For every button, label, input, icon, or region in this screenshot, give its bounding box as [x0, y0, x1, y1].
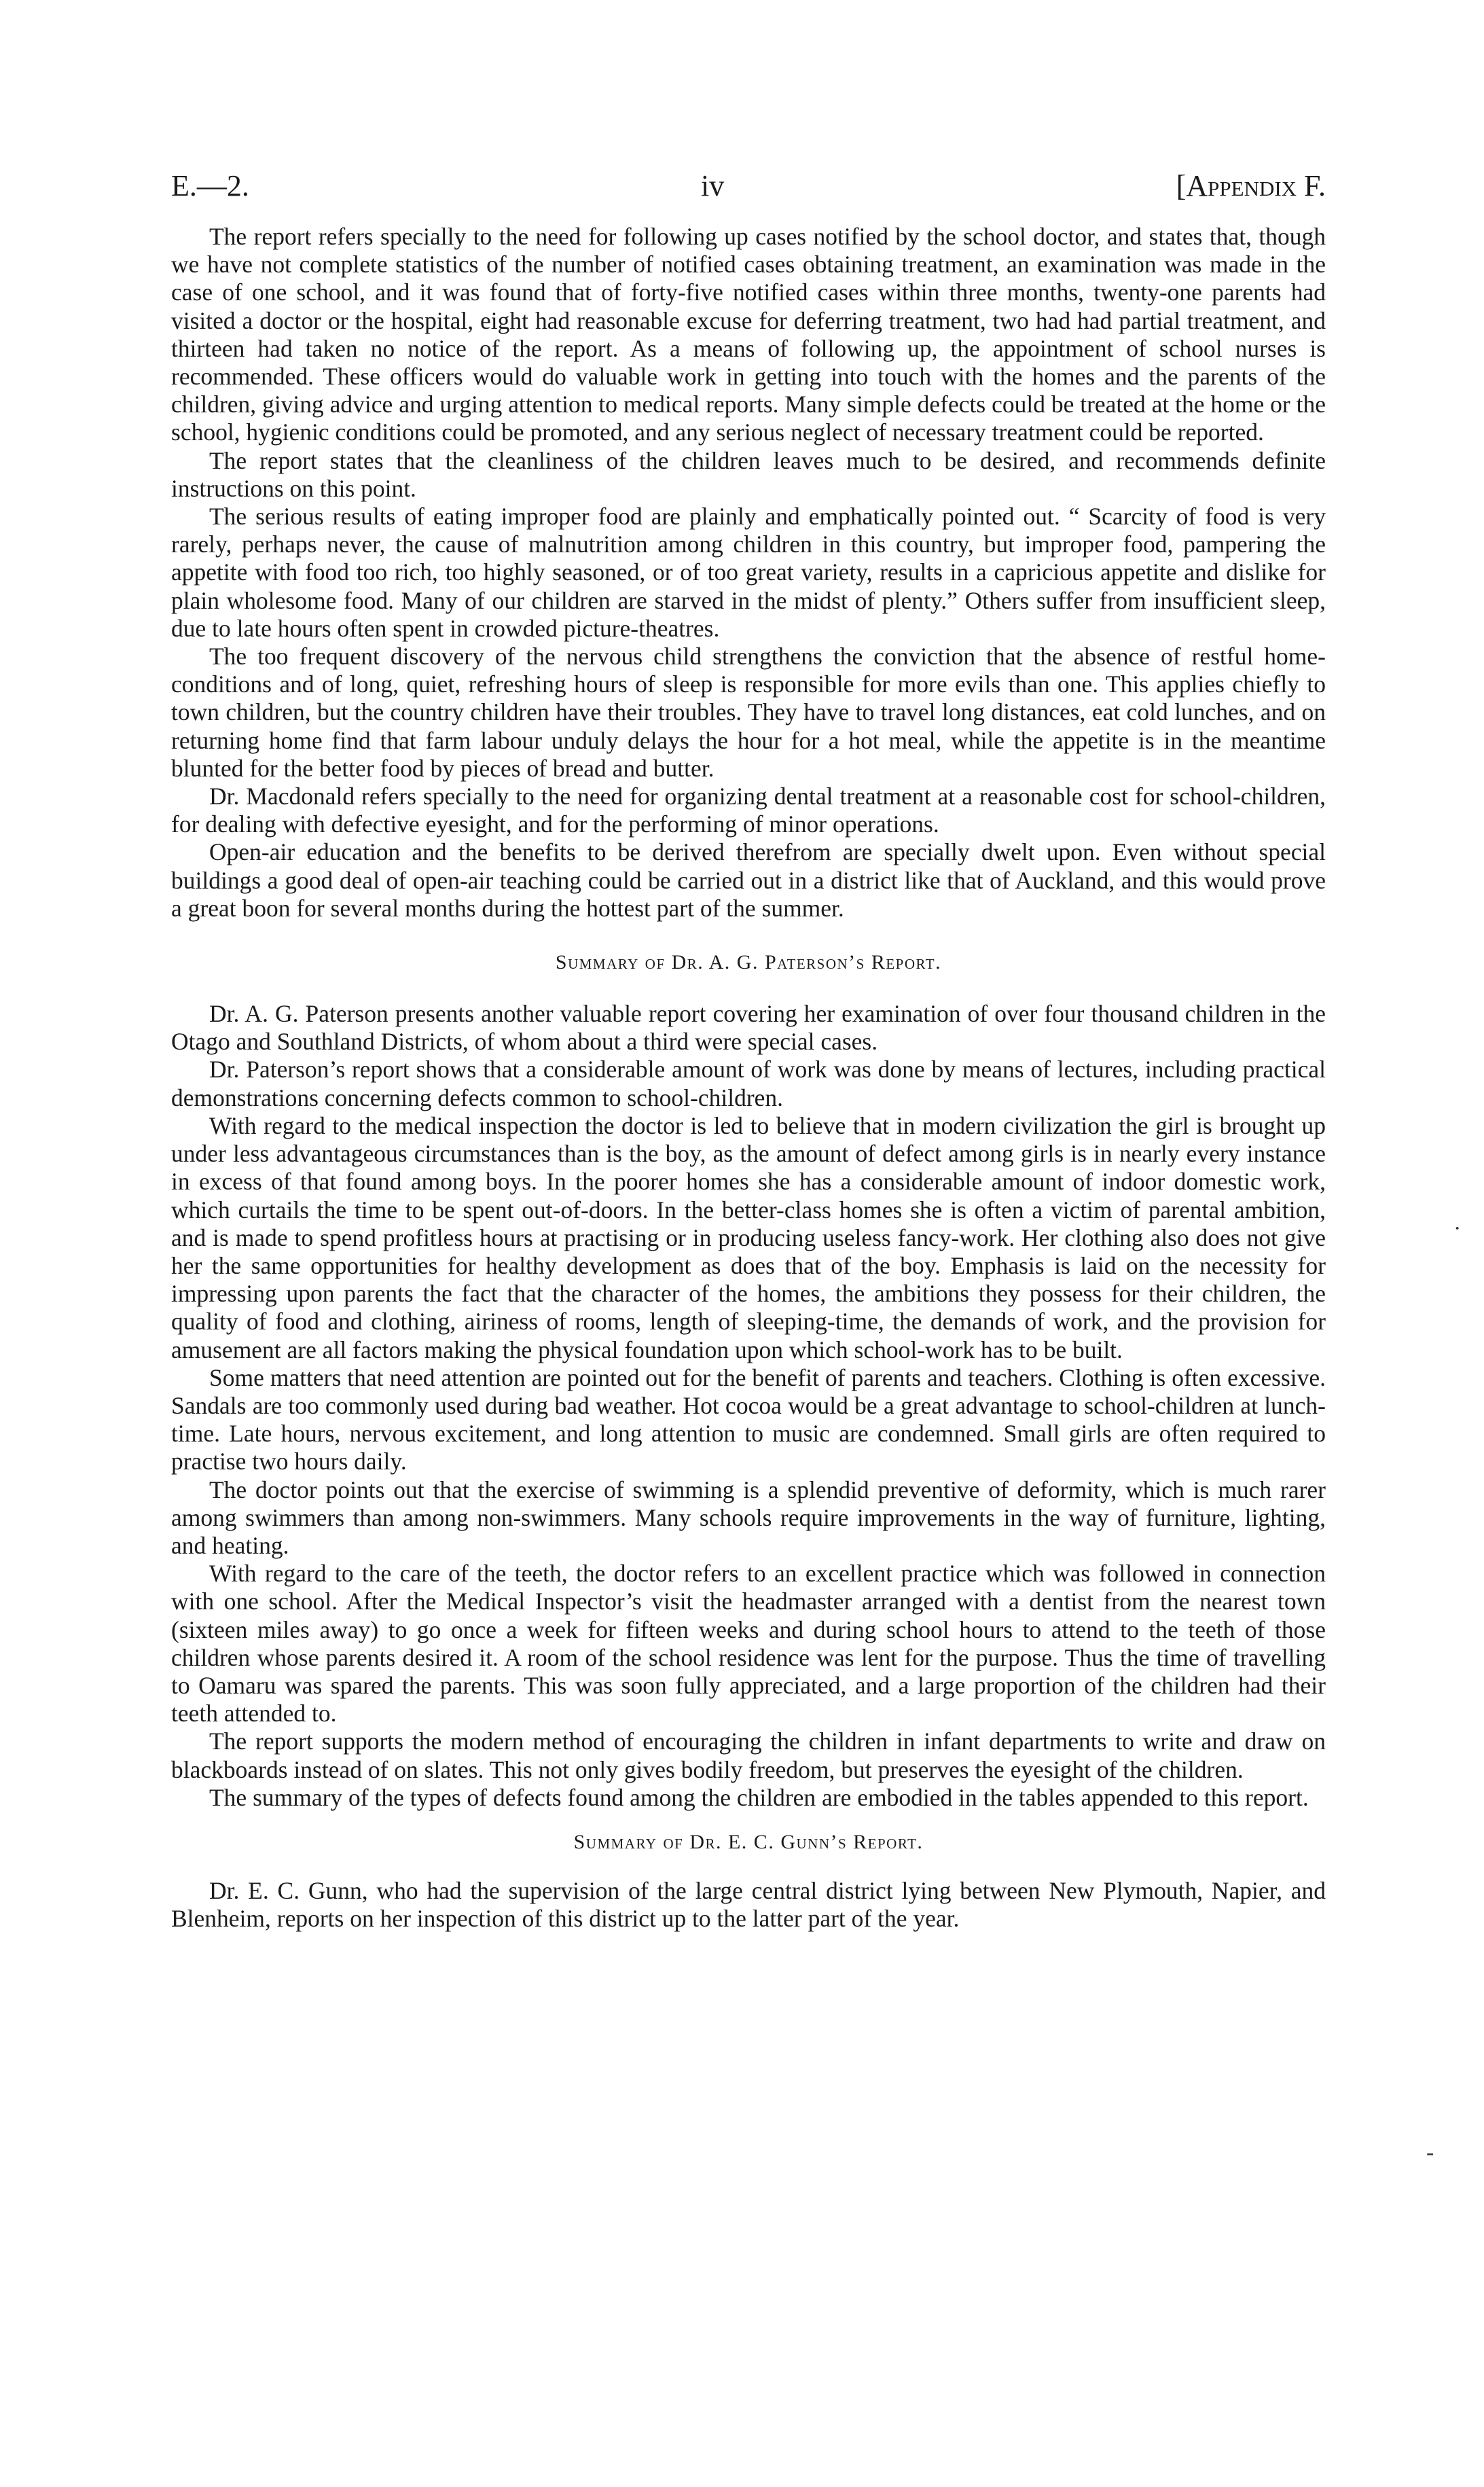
- paragraph: The summary of the types of defects found among the children are embodied in the tables appended to this report.: [209, 1783, 1309, 1811]
- paragraph: Some matters that need attention are pointed out for the benefit of parents and teachers. Clothing is often excessive. Sandals are too commonly used during bad weather. Hot cocoa would be a great advantage to school-children at lunch-time. Late hours, nervous excitement, and long attention to music are condemned. Small girls are often required to practise two hours daily.: [171, 1363, 1326, 1475]
- margin-mark: -: [1426, 2140, 1434, 2165]
- paragraph: Open-air education and the benefits to be derived therefrom are specially dwelt upon. Even without special buildings a good deal of open-air teaching could be carried out in a district like that of Auckland, and this would prove a great boon for several months during the hottest part of the summer.: [171, 838, 1326, 922]
- paragraph: The report refers specially to the need for following up cases notified by the school doctor, and states that, though we have not complete statistics of the number of notified cases obtaining treatment, an examination was made in the case of one school, and it was found that of forty-five notified cases within three months, twenty-one parents had visited a doctor or the hospital, eight had reasonable excuse for deferring treatment, two had had partial treatment, and thirteen had taken no notice of the report. As a means of following up, the appointment of school nurses is recommended. These officers would do valuable work in getting into touch with the homes and the parents of the children, giving advice and urging attention to medical reports. Many simple defects could be treated at the home or the school, hygienic conditions could be promoted, and any serious neglect of necessary treatment could be reported.: [171, 223, 1326, 446]
- paragraph: The serious results of eating improper food are plainly and emphatically pointed out. “ Scarcity of food is very rarely, perhaps never, the cause of malnutrition among children in this country, but improper food, pampering the appetite with food too rich, too highly seasoned, or of too great variety, results in a capricious appetite and dislike for plain wholesome food. Many of our children are starved in the midst of plenty.” Others suffer from insufficient sleep, due to late hours often spent in crowded picture-theatres.: [171, 503, 1326, 642]
- appendix-label: [Appendix F.: [1176, 169, 1326, 202]
- paragraph: Dr. Macdonald refers specially to the need for organizing dental treatment at a reasonable cost for school-children, for dealing with defective eyesight, and for the performing of minor operations.: [171, 783, 1326, 838]
- margin-mark: ·: [1453, 1216, 1462, 1241]
- document-body: [171, 223, 1326, 1933]
- paragraph: With regard to the medical inspection the doctor is led to believe that in modern civilization the girl is brought up under less advantageous circumstances than is the boy, as the amount of defect among girls is in nearly every instance in excess of that found among boys. In the poorer homes she has a considerable amount of indoor domestic work, which curtails the time to be spent out-of-doors. In the better-class homes she is often a victim of parental ambition, and is made to spend profitless hours at practising or in producing useless fancy-work. Her clothing also does not give her the same opportunities for healthy development as does that of the boy. Emphasis is laid on the necessity for impressing upon parents the fact that the character of the homes, the ambitions they possess for their children, the quality of food and clothing, airiness of rooms, length of sleeping-time, the demands of work, and the provision for amusement are all factors making the physical foundation upon which school-work has to be built.: [171, 1111, 1326, 1363]
- page-number: iv: [701, 169, 725, 202]
- section-heading-gunn: Summary of Dr. E. C. Gunn’s Report.: [573, 1830, 924, 1853]
- paragraph: Dr. A. G. Paterson presents another valuable report covering her examination of over four thousand children in the Otago and Southland Districts, of whom about a third were special cases.: [171, 1000, 1326, 1056]
- paragraph: The too frequent discovery of the nervous child strengthens the conviction that the absence of restful home-conditions and of long, quiet, refreshing hours of sleep is responsible for more evils than one. This applies chiefly to town children, but the country children have their troubles. They have to travel long distances, eat cold lunches, and on returning home find that farm labour unduly delays the hour for a hot meal, while the appetite is in the meantime blunted for the better food by pieces of bread and butter.: [171, 643, 1326, 782]
- paragraph: The report states that the cleanliness of the children leaves much to be desired, and recommends definite instructions on this point.: [171, 446, 1326, 502]
- page: [171, 155, 1326, 1933]
- paragraph: The report supports the modern method of encouraging the children in infant departments to write and draw on blackboards instead of on slates. This not only gives bodily freedom, but preserves the eyesight of the children.: [171, 1728, 1326, 1783]
- section-heading-paterson: Summary of Dr. A. G. Paterson’s Report.: [555, 951, 942, 974]
- paragraph: Dr. E. C. Gunn, who had the supervision of the large central district lying between New Plymouth, Napier, and Blenheim, reports on her inspection of this district up to the latter part of the year.: [171, 1876, 1326, 1933]
- paragraph: With regard to the care of the teeth, the doctor refers to an excellent practice which was followed in connection with one school. After the Medical Inspector’s visit the headmaster arranged with a dentist from the nearest town (sixteen miles away) to go once a week for fifteen weeks and during school hours to attend to the teeth of those children whose parents desired it. A room of the school residence was lent for the purpose. Thus the time of travelling to Oamaru was spared the parents. This was soon fully appreciated, and a large proportion of the children had their teeth attended to.: [171, 1560, 1326, 1728]
- paragraph: The doctor points out that the exercise of swimming is a splendid preventive of deformity, which is much rarer among swimmers than among non-swimmers. Many schools require improvements in the way of furniture, lighting, and heating.: [171, 1475, 1326, 1559]
- document-reference: E.—2.: [171, 169, 249, 202]
- paragraph: Dr. Paterson’s report shows that a considerable amount of work was done by means of lectures, including practical demonstrations concerning defects common to school-children.: [171, 1056, 1326, 1111]
- running-header: [171, 155, 1326, 209]
